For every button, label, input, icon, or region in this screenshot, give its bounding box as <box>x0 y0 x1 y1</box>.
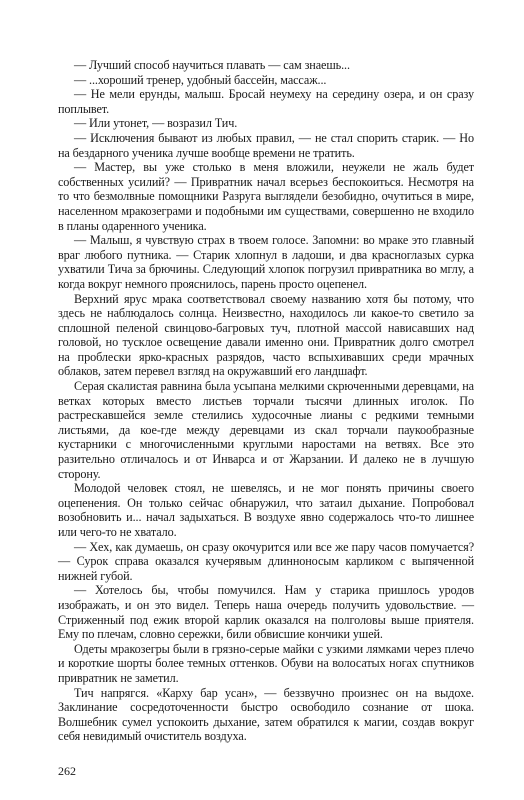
paragraph: — Хех, как думаешь, он сразу окочурится или все же пару часов помучается? — Сурок справа оказался кучерявым длинноносым карликом с выпяченной нижней губой. <box>58 539 474 583</box>
book-page-body <box>58 58 474 744</box>
paragraph: — Лучший способ научиться плавать — сам знаешь... <box>74 58 350 72</box>
paragraph: — Мастер, вы уже столько в меня вложили, неужели не жаль будет собственных усилий? — Привратник начал всерьез беспокоиться. Несмотря на то что безмолвные помощники Разруга выглядели безобидно, очутиться в мире, населенном мракозеграми и подобными им существами, совершенно не входило в планы одаренного ученика. <box>58 160 474 233</box>
paragraph: Серая скалистая равнина была усыпана мелкими скрюченными деревцами, на ветках которых вместо листьев торчали тысячи длинных иголок. По растрескавшейся земле стелились худосочные лианы с редкими темными листьями, да кое-где между деревцами из скал торчали паукообразные кустарники с многочисленными круглыми наростами на ветвях. Все это разительно отличалось и от Инварса и от Жарзании. И далеко не в лучшую сторону. <box>58 379 474 481</box>
paragraph: — Не мели ерунды, малыш. Бросай неумеху на середину озера, и он сразу поплывет. <box>58 87 474 116</box>
paragraph: Тич напрягся. «Карху бар усан», — беззвучно произнес он на выдохе. Заклинание сосредоточенности быстро освободило сознание от шока. Волшебник сумел успокоить дыхание, затем обратился к магии, создав вокруг себя невидимый очиститель воздуха. <box>58 685 474 744</box>
paragraph: Верхний ярус мрака соответствовал своему названию хотя бы потому, что здесь не наблюдалось солнца. Неизвестно, находилось ли какое-то светило за сплошной пеленой свинцово-багровых туч, плотной массой нависавших над головой, но тусклое освещение давали именно они. Привратник долго смотрел на проблески ярко-красных разрядов, часто вспыхивавших среди мрачных облаков, затем перевел взгляд на окружавший его ландшафт. <box>58 291 474 379</box>
paragraph: — ...хороший тренер, удобный бассейн, массаж... <box>74 72 327 87</box>
paragraph: — Исключения бывают из любых правил, — не стал спорить старик. — Но на бездарного ученика лучше вообще времени не тратить. <box>58 130 474 160</box>
paragraph: — Хотелось бы, чтобы помучился. Нам у старика пришлось уродов изображать, и он это видел. Теперь наша очередь получить удовольствие. — Стриженный под ежик второй карлик оказался на полголовы выше приятеля. Ему по плечам, словно сережки, били обвисшие кончики ушей. <box>58 583 474 642</box>
paragraph: Молодой человек стоял, не шевелясь, и не мог понять причины своего оцепенения. Он только сейчас обнаружил, что затаил дыхание. Попробовал возобновить и... начал задыхаться. В воздухе явно содержалось что-то лишнее или чего-то не хватало. <box>58 481 474 539</box>
paragraph: — Или утонет, — возразил Тич. <box>74 116 238 131</box>
paragraph: Одеты мракозегры были в грязно-серые майки с узкими лямками через плечо и короткие шорты более темных оттенков. Обуви на волосатых ногах спутников привратник не заметил. <box>58 641 474 685</box>
paragraph: — Малыш, я чувствую страх в твоем голосе. Запомни: во мраке это главный враг любого путника. — Старик хлопнул в ладоши, и два красноглазых сурка ухватили Тича за брючины. Следующий хлопок погрузил привратника во мглу, а когда вокруг немного прояснилось, парень просто оцепенел. <box>58 233 474 291</box>
page-number: 262 <box>58 764 76 778</box>
